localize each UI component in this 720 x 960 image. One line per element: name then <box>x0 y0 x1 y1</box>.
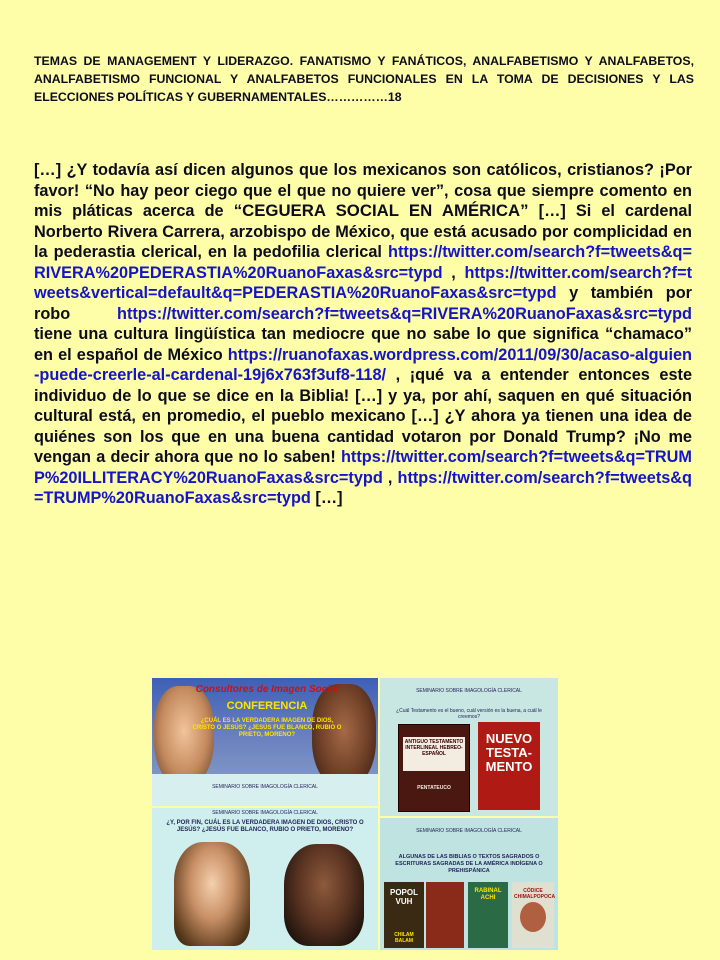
text-segment: , ¡qué va a entender entonces este individuo de lo que se dice en la Biblia! […] y ya, por ahí, saquen en qué situación cultural está, en promedio, el pueblo mexicano […] ¿Y ahora ya tienen una idea de quiénes son los que en una buena cantidad votaron por Donald Trump? ¡No me vengan a decir ahora que no lo saben! <box>34 366 692 466</box>
jesus-question: ¿Y, POR FIN, CUÁL ES LA VERDADERA IMAGEN DE DIOS, CRISTO O JESÚS? ¿JESÚS FUE BLANCO, RUBIO O PRIETO, MORENO? <box>166 820 364 833</box>
book2-title: NUEVO TESTA-MENTO <box>485 731 533 774</box>
cover4-title: CÓDICE CHIMALPOPOCA <box>514 888 556 900</box>
link-rivera-pederastia[interactable]: https://twitter.com/search?f=tweets&q=RIVERA%20PEDERASTIA%20RuanoFaxas&src=typd <box>34 243 692 282</box>
text-segment: […] <box>310 489 343 507</box>
cover-codex <box>426 882 464 948</box>
poster-brand: Consultores de Imagen Social <box>195 684 339 695</box>
text-segment: y también por robo <box>34 284 692 323</box>
sacred-texts-panel <box>380 818 558 950</box>
poster-subtitle: ¿CUÁL ES LA VERDADERA IMAGEN DE DIOS, CRISTO O JESÚS? ¿JESÚS FUE BLANCO, RUBIO O PRIETO, MORENO? <box>192 718 342 738</box>
text-segment: , <box>382 468 398 487</box>
text-segment: […] Si el cardenal Norberto Rivera Carrera, arzobispo de México, que está acusado por complicidad en la pederastia clerical, en la pedofilia clerical <box>34 202 692 261</box>
jesus-image-panel <box>152 808 378 950</box>
link-trump[interactable]: https://twitter.com/search?f=tweets&q=TRUMP%20RuanoFaxas&src=typd <box>34 468 692 507</box>
link-trump-illiteracy[interactable]: https://twitter.com/search?f=tweets&q=TRUMP%20ILLITERACY%20RuanoFaxas&src=typd <box>34 448 692 487</box>
cover1-subtitle: CHILAM BALAM <box>394 932 414 944</box>
conference-poster <box>152 678 378 806</box>
link-rivera[interactable]: https://twitter.com/search?f=tweets&q=RIVERA%20RuanoFaxas&src=typd <box>117 304 692 323</box>
poster-title: CONFERENCIA <box>226 700 308 712</box>
portrait-reconstruction <box>284 844 364 946</box>
cover1-title: POPOL VUH <box>389 888 418 906</box>
cover-chimalpopoca <box>512 882 554 948</box>
book-antiguo-testamento <box>398 724 470 812</box>
link-wordpress[interactable]: https://ruanofaxas.wordpress.com/2011/09/30/acaso-alguien-puede-creerle-al-cardenal-19j6x763f3uf8-118/ <box>34 345 692 384</box>
sacred-question: ALGUNAS DE LAS BIBLIAS O TEXTOS SAGRADOS O ESCRITURAS SAGRADAS DE LA AMÉRICA INDÍGENA O PREHISPÁNICA <box>395 854 543 874</box>
highlight-phrase: “CEGUERA SOCIAL EN AMÉRICA” <box>233 201 529 220</box>
testament-question: ¿Cuál Testamento es el bueno, cuál versión es la buena, a cuál le creemos? <box>396 708 542 720</box>
text-segment: , <box>442 263 465 282</box>
book1-title: ANTIGUO TESTAMENTO INTERLINEAL HEBREO-ESPAÑOL <box>404 739 464 757</box>
book-nuevo-testamento <box>478 722 540 810</box>
testament-panel <box>380 678 558 816</box>
poster-footer-text: SEMINARIO SOBRE IMAGOLOGÍA CLERICAL <box>212 784 318 790</box>
portrait-traditional <box>174 842 250 946</box>
cover3-title: RABINAL ACHI <box>474 888 502 901</box>
poster-footer <box>152 774 378 806</box>
cover-rabinal-achi <box>468 882 508 948</box>
section-header: TEMAS DE MANAGEMENT Y LIDERAZGO. FANATISMO Y FANÁTICOS, ANALFABETISMO Y ANALFABETOS, ANALFABETISMO FUNCIONAL Y ANALFABETOS FUNCIONALES EN LA TOMA DE DECISIONES Y LAS ELECCIONES POLÍTICAS Y GUBERNAMENTALES……………18 <box>34 54 694 104</box>
book1-subtitle: PENTATEUCO <box>417 785 451 791</box>
jesus-panel-seminar: SEMINARIO SOBRE IMAGOLOGÍA CLERICAL <box>212 810 318 816</box>
text-segment: […] ¿Y todavía así dicen algunos que los mexicanos son católicos, cristianos? ¡Por favor! “No hay peor ciego que el que no quiere ver”, cosa que siempre comento en mis pláticas acerca de <box>34 161 692 220</box>
testament-seminar: SEMINARIO SOBRE IMAGOLOGÍA CLERICAL <box>416 688 522 694</box>
cover4-figure <box>520 902 546 932</box>
image-collage <box>150 678 560 950</box>
body-paragraph <box>34 160 692 509</box>
cover-popol-vuh <box>384 882 424 948</box>
link-pederastia[interactable]: https://twitter.com/search?f=tweets&vertical=default&q=PEDERASTIA%20RuanoFaxas&src=typd <box>34 263 692 302</box>
text-segment: tiene una cultura lingüística tan mediocre que no sabe lo que significa “chamaco” en el español de México <box>34 325 692 364</box>
sacred-seminar: SEMINARIO SOBRE IMAGOLOGÍA CLERICAL <box>416 828 522 834</box>
